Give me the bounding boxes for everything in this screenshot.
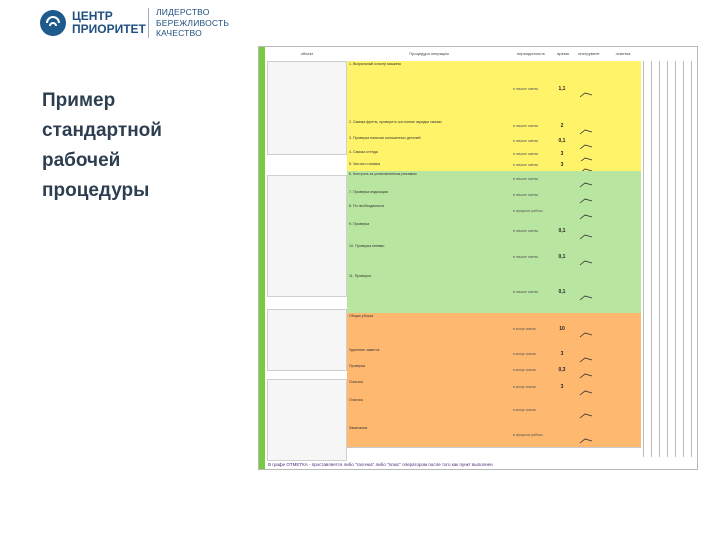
procedure-row (347, 171, 641, 190)
slide-title: Пример стандартной рабочей процедуры (42, 90, 162, 201)
tool-icon (579, 151, 593, 159)
mark-grid (643, 61, 691, 457)
machine-drawing-2 (267, 175, 347, 297)
procedure-text: 5. Чистка и смазка (349, 162, 381, 166)
procedure-text: 11. Проверка (349, 274, 371, 278)
procedure-time: 10 (559, 326, 565, 332)
procedure-frequency: в процессе работы (513, 433, 543, 437)
tool-icon (579, 407, 593, 415)
procedure-frequency: в начале смены (513, 87, 539, 91)
tool-icon (579, 432, 593, 440)
procedure-text: 4. Смазка стенда (349, 150, 378, 154)
procedure-time: 0,1 (558, 289, 566, 295)
machine-drawing-3 (267, 309, 347, 371)
procedure-row (347, 221, 641, 244)
tagline-line2: БЕРЕЖЛИВОСТЬ (156, 17, 230, 28)
procedure-text: 2. Смазка фреты, проверить состояние зарядки смазки (349, 120, 442, 124)
procedure-row (347, 347, 641, 364)
procedure-time: 3 (560, 151, 564, 157)
procedure-text: 6. Контроль за установленным режимом (349, 172, 417, 176)
procedure-frequency: в начале смены (513, 163, 539, 167)
col-procedure: Процедура операции (409, 51, 449, 56)
procedure-time: 3 (560, 162, 564, 168)
tool-icon (579, 384, 593, 392)
procedure-time: 1,1 (558, 86, 566, 92)
procedure-time: 3 (560, 384, 564, 390)
procedure-frequency: в начале смены (513, 139, 539, 143)
procedure-row (347, 135, 641, 150)
procedure-frequency: в процессе работы (513, 209, 543, 213)
procedure-row (347, 379, 641, 398)
procedure-frequency: в начале смены (513, 255, 539, 259)
procedure-frequency: в начале смены (513, 229, 539, 233)
procedure-frequency: в начале смены (513, 152, 539, 156)
procedure-row (347, 119, 641, 136)
procedure-frequency: в конце смены (513, 327, 536, 331)
procedure-frequency: в начале смены (513, 177, 539, 181)
procedure-text: 8. По необходимости (349, 204, 385, 208)
procedure-frequency: в конце смены (513, 368, 536, 372)
procedure-time: 0,1 (558, 254, 566, 260)
brand-divider (148, 8, 149, 38)
procedure-row (347, 189, 641, 204)
procedure-text: 10. Проверка пневмо (349, 244, 385, 248)
tool-icon (579, 367, 593, 375)
procedure-text: Удаление заметок (349, 348, 380, 352)
tool-icon (579, 192, 593, 200)
procedure-frequency: в конце смены (513, 352, 536, 356)
brand-logo-icon (40, 10, 66, 36)
procedure-text: Проверка (349, 364, 366, 368)
tool-icon (579, 86, 593, 94)
tool-icon (579, 289, 593, 297)
tagline-line3: КАЧЕСТВО (156, 28, 202, 38)
procedure-time: 0,1 (558, 228, 566, 234)
tool-icon (579, 138, 593, 146)
procedure-time: 3 (560, 351, 564, 357)
procedure-time: 0,3 (558, 367, 566, 373)
col-time: время (557, 51, 569, 56)
tool-icon (579, 351, 593, 359)
procedure-text: 1. Визуальный осмотр машины (349, 62, 402, 66)
procedure-text: Общая уборка (349, 314, 374, 318)
tool-icon (579, 162, 593, 170)
footnote: В графе ОТМЕТКА - проставляется либо "галочка" либо "плюс" оператором после того как пункт выполнен (268, 462, 493, 467)
brand-name (72, 10, 146, 36)
procedure-frequency: в начале смены (513, 290, 539, 294)
procedure-row (347, 243, 641, 274)
procedure-frequency: в конце смены (513, 408, 536, 412)
procedure-row (347, 61, 641, 120)
procedure-row (347, 397, 641, 426)
machine-drawing-4 (267, 379, 347, 461)
tagline-line1: ЛИДЕРСТВО (156, 7, 210, 17)
procedure-text: Очистка (349, 380, 363, 384)
brand-name-line2: ПРИОРИТЕТ (72, 22, 146, 36)
tool-icon (579, 254, 593, 262)
procedure-row (347, 313, 641, 348)
procedure-time: 0,1 (558, 138, 566, 144)
procedure-frequency: в конце смены (513, 385, 536, 389)
procedure-time: 2 (560, 123, 564, 129)
procedure-text: 3. Проверка наличия изношенных деталей (349, 136, 421, 140)
tool-icon (579, 326, 593, 334)
machine-drawing-1 (267, 61, 347, 155)
tool-icon (579, 123, 593, 131)
brand-tagline (156, 7, 229, 39)
brand-name-line1: ЦЕНТР (72, 9, 113, 23)
procedure-sheet (258, 46, 698, 470)
procedure-row (347, 203, 641, 222)
procedure-frequency: в начале смены (513, 193, 539, 197)
procedure-text: 9. Проверка (349, 222, 370, 226)
procedure-text: Замечания (349, 426, 368, 430)
procedure-frequency: в начале смены (513, 124, 539, 128)
tool-icon (579, 176, 593, 184)
col-frequency: периодичность (517, 51, 545, 56)
procedure-text: Очистка (349, 398, 363, 402)
procedure-text: 7. Проверка индикации (349, 190, 388, 194)
col-mark: отметка (615, 51, 631, 56)
tool-icon (579, 228, 593, 236)
procedure-row (347, 425, 641, 448)
col-object: объект (300, 51, 314, 56)
col-tool: инструмент (578, 51, 600, 56)
sheet-strip (259, 47, 265, 469)
procedure-row (347, 273, 641, 314)
header (0, 0, 728, 46)
tool-icon (579, 208, 593, 216)
procedure-row (347, 363, 641, 380)
